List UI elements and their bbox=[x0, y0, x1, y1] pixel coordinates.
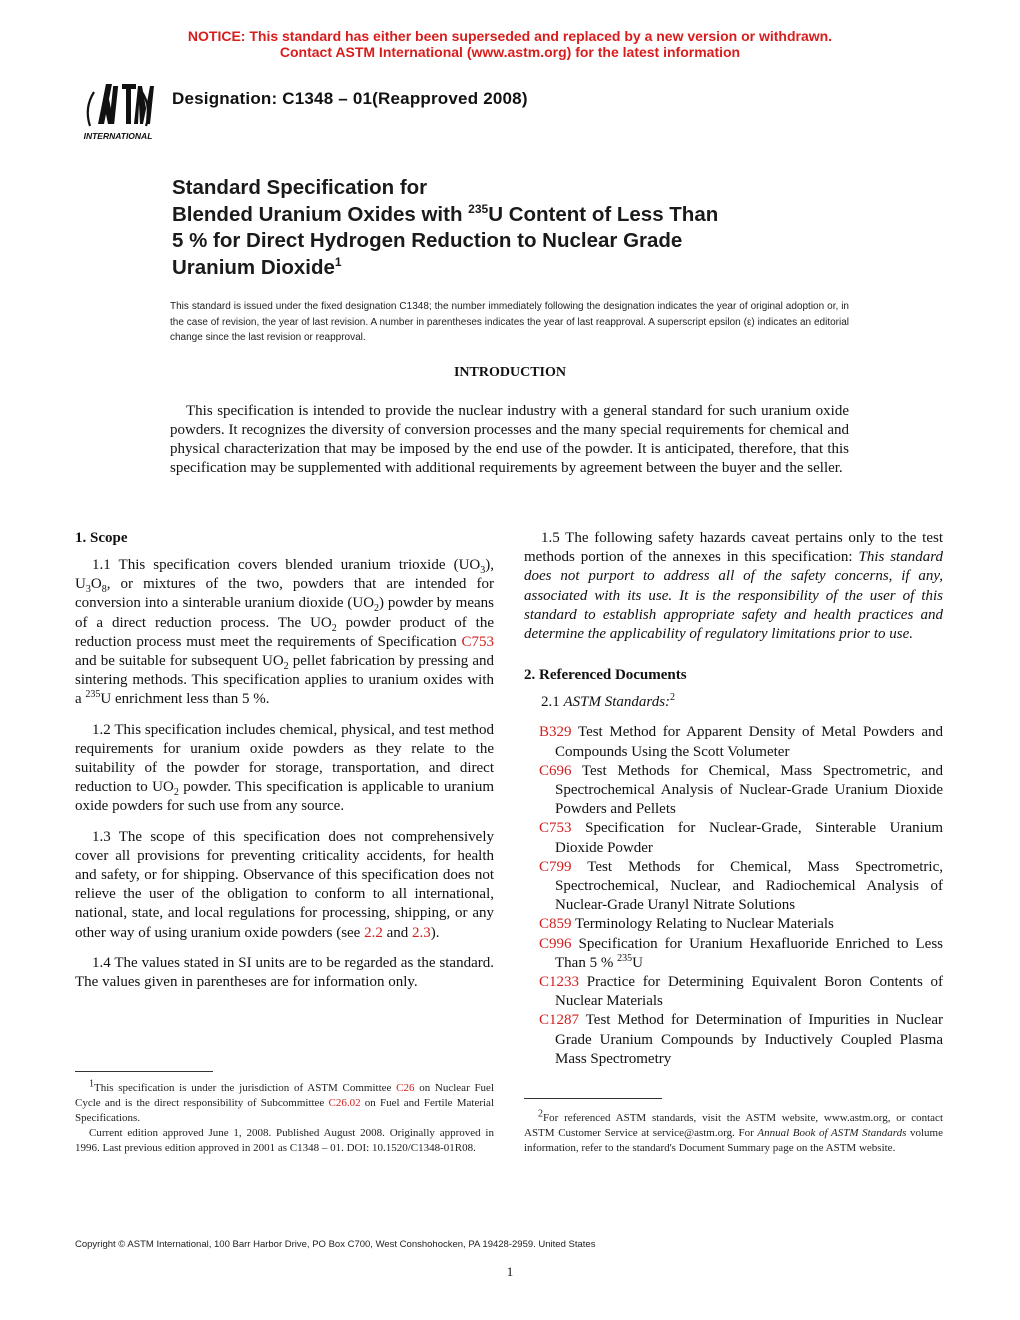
reference-code-link[interactable]: C1233 bbox=[539, 974, 580, 991]
introduction-text: This specification is intended to provide the nuclear industry with a general standard for such uranium oxide powders. It recognizes the diversity of conversion processes and the many special requirements for chemical and physical characterization that may be imposed by the end use of the powder. It is anticipated, therefore, that this specification may be supplemented with additional requirements by agreement between the buyer and the seller. bbox=[170, 403, 849, 476]
footnote-divider-right bbox=[524, 1098, 662, 1099]
left-column bbox=[75, 529, 494, 1003]
reference-item: C1233 Practice for Determining Equivalent Boron Contents of Nuclear Materials bbox=[539, 974, 943, 1010]
reference-code-link[interactable]: C799 bbox=[539, 858, 572, 875]
title-text: Uranium Dioxide bbox=[172, 255, 335, 279]
referenced-documents-heading: 2. Referenced Documents bbox=[524, 667, 687, 684]
title-line-2 bbox=[172, 202, 872, 229]
link-2-3[interactable]: 2.3 bbox=[412, 924, 431, 941]
notice-line-2: Contact ASTM International (www.astm.org) for the latest information bbox=[279, 44, 741, 60]
right-column bbox=[524, 529, 943, 1069]
scope-para-1-4: 1.4 The values stated in SI units are to be regarded as the standard. The values given in parentheses are for information only. bbox=[75, 954, 494, 991]
reference-item: C859 Terminology Relating to Nuclear Materials bbox=[539, 916, 834, 933]
link-2-2[interactable]: 2.2 bbox=[364, 924, 383, 941]
title-text: U Content of Less Than bbox=[488, 202, 719, 226]
reference-item: C996 Specification for Uranium Hexafluoride Enriched to Less Than 5 % $^{235}$U bbox=[539, 935, 943, 971]
page-number: 1 bbox=[506, 1264, 514, 1279]
title-superscript: 235 bbox=[468, 201, 489, 216]
reference-code-link[interactable]: C753 bbox=[539, 820, 572, 837]
reference-code-link[interactable]: B329 bbox=[539, 724, 572, 741]
reference-code-link[interactable]: C859 bbox=[539, 916, 572, 933]
reference-item: C696 Test Methods for Chemical, Mass Spectrometric, and Spectrochemical Analysis of Nuclear-Grade Uranium Dioxide Powders and Pellets bbox=[539, 762, 943, 818]
footnote-ref-2[interactable]: 2 bbox=[670, 692, 676, 704]
link-c26[interactable]: C26 bbox=[396, 1082, 415, 1094]
footnote-1-edition: Current edition approved June 1, 2008. Published August 2008. Originally approved in 1996. Last previous edition approved in 2001 as C1348 – 01. DOI: 10.1520/C1348-01R08. bbox=[75, 1127, 494, 1154]
scope-para-1-2: 1.2 This specification includes chemical, physical, and test method requirements for uranium oxide powders as they relate to the suitability of the powder for storage, transportation, and direct reduction to $UO_2$ powder. This specification is applicable to uranium oxide powders for such use from any source. bbox=[75, 721, 495, 815]
reference-code-link[interactable]: C696 bbox=[539, 762, 572, 779]
footnote-divider-left bbox=[75, 1071, 213, 1072]
reference-item: C799 Test Methods for Chemical, Mass Spectrometric, Spectrochemical, Nuclear, and Radiochemical Analysis of Nuclear-Grade Uranyl Nitrate Solutions bbox=[539, 858, 943, 914]
scope-para-1-5: 1.5 The following safety hazards caveat pertains only to the test methods portion of the annexes in this specification: This standard does not purport to address all of the safety concerns, if any, associated with its use. It is the responsibility of the user of this standard to establish appropriate safety and health practices and determine the applicability of regulatory limitations prior to use. bbox=[524, 530, 943, 643]
scope-para-1-1: 1.1 This specification covers blended uranium trioxide $(UO_3)$, $U_3O_8$, or mixtures of the two, powders that are intended for conversion into a sinterable uranium dioxide $(UO_2)$ powder by means of a direct reduction process. The $UO_2$ powder product of the reduction process must meet the requirements of Specification C753 and be suitable for subsequent $UO_2$ pellet fabrication by pressing and sintering methods. This specification applies to uranium oxides with a $^{235}$U enrichment less than 5 %. bbox=[75, 557, 494, 708]
scope-heading: 1. Scope bbox=[75, 530, 128, 546]
footnote-ref-1[interactable]: 1 bbox=[334, 254, 342, 269]
title-line-4 bbox=[172, 255, 872, 282]
withdrawn-notice bbox=[0, 28, 1020, 60]
title-line-3: 5 % for Direct Hydrogen Reduction to Nuclear Grade bbox=[172, 229, 683, 252]
copyright: Copyright © ASTM International, 100 Barr Harbor Drive, PO Box C700, West Conshohocken, PA 19428-2959. United States bbox=[75, 1239, 596, 1250]
issued-note: This standard is issued under the fixed designation C1348; the number immediately following the designation indicates the year of original adoption or, in the case of revision, the year of last revision. A number in parentheses indicates the year of last reapproval. A superscript epsilon (ε) indicates an editorial change since the last revision or reapproval. bbox=[170, 301, 849, 343]
reference-item: C1287 Test Method for Determination of Impurities in Nuclear Grade Uranium Compounds by Inductively Coupled Plasma Mass Spectrometry bbox=[539, 1012, 943, 1067]
reference-code-link[interactable]: C996 bbox=[539, 935, 572, 952]
designation: Designation: C1348 – 01(Reapproved 2008) bbox=[172, 89, 528, 108]
reference-list bbox=[524, 723, 943, 1069]
introduction-heading: INTRODUCTION bbox=[453, 365, 566, 380]
footnote-2: $^2$For referenced ASTM standards, visit the ASTM website, www.astm.org, or contact ASTM Customer Service at service@astm.org. For Annual Book of ASTM Standards volume information, refer to the standard's Document Summary page on the ASTM website. bbox=[524, 1108, 943, 1154]
reference-item: C753 Specification for Nuclear-Grade, Sinterable Uranium Dioxide Powder bbox=[539, 820, 943, 856]
astm-logo bbox=[76, 78, 160, 144]
link-c26-02[interactable]: C26.02 bbox=[328, 1097, 361, 1109]
title-line-1: Standard Specification for bbox=[172, 176, 428, 199]
link-c753[interactable]: C753 bbox=[461, 633, 494, 650]
reference-item: B329 Test Method for Apparent Density of Metal Powders and Compounds Using the Scott Volumeter bbox=[539, 724, 943, 760]
astm-standards-subheading: 2.1 ASTM Standards:$^2$ bbox=[541, 692, 676, 711]
footnote-mark: 2 bbox=[538, 1108, 543, 1120]
notice-line-1: NOTICE: This standard has either been superseded and replaced by a new version or withdrawn. bbox=[187, 28, 833, 44]
footnote-mark: 1 bbox=[89, 1078, 94, 1090]
reference-code-link[interactable]: C1287 bbox=[539, 1012, 580, 1029]
scope-para-1-3: 1.3 The scope of this specification does not comprehensively cover all provisions for preventing criticality accidents, for health and safety, or for shipping. Observance of this specification does not relieve the user of the obligation to conform to all international, national, state, and local regulations for processing, shipping, or any other way of using uranium oxide powders (see 2.2 and 2.3). bbox=[75, 828, 494, 941]
title-text: Blended Uranium Oxides with bbox=[172, 202, 469, 226]
footnote-1: $^1$This specification is under the jurisdiction of ASTM Committee C26 on Nuclear Fuel Cycle and is the direct responsibility of Subcommittee C26.02 on Fuel and Fertile Material Specifications. Current edition approved June 1, 2008. Published August 2008. Originally approved in 1996. Last previous edition approved in 2001 as C1348 – 01. DOI: 10.1520/C1348-01R08. bbox=[75, 1078, 494, 1154]
logo-international-text: INTERNATIONAL bbox=[83, 131, 153, 141]
document-title bbox=[172, 175, 872, 281]
